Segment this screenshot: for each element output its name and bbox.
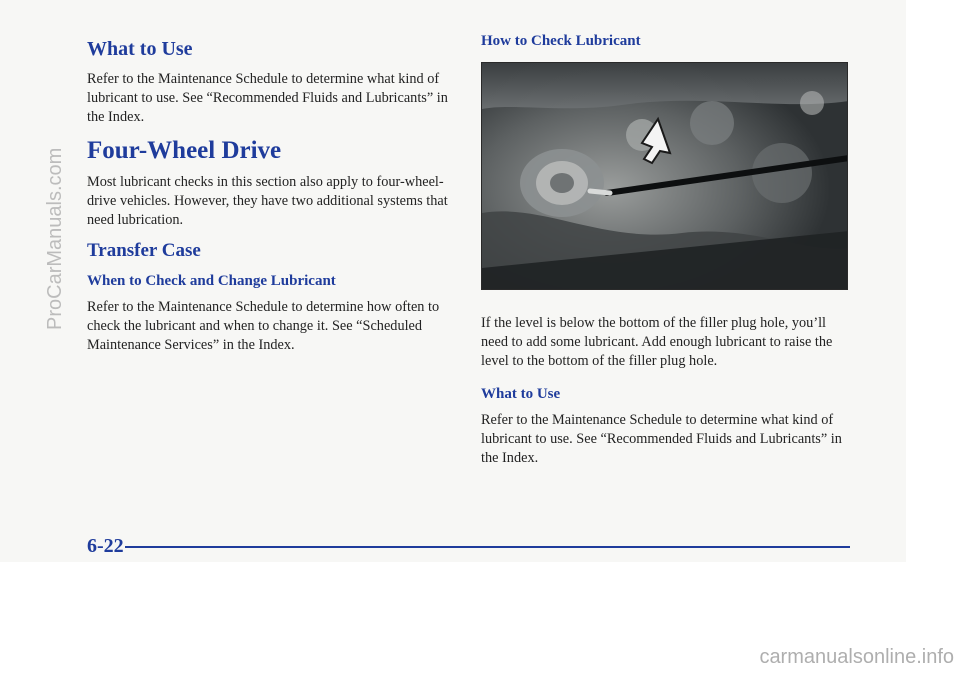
transfer-case-heading: Transfer Case [87, 240, 201, 261]
four-wheel-drive-heading: Four-Wheel Drive [87, 137, 282, 164]
how-to-check-heading: How to Check Lubricant [481, 33, 641, 49]
transfer-case-photo-illustration [482, 63, 848, 290]
footer-rule [125, 546, 850, 548]
when-to-check-text: Refer to the Maintenance Schedule to determine how often to check the lubricant and when to change it. See “Scheduled Maintenance Services” in the Index. [87, 299, 440, 353]
page-number: 6-22 [87, 535, 124, 557]
what-to-use-heading-right: What to Use [481, 386, 561, 402]
transfer-case-photo [481, 62, 848, 290]
what-to-use-text-right: Refer to the Maintenance Schedule to determine what kind of lubricant to use. See “Recommended Fluids and Lubricants” in the Index. [481, 412, 842, 466]
what-to-use-heading: What to Use [87, 38, 193, 60]
when-to-check-heading: When to Check and Change Lubricant [87, 273, 336, 289]
left-column [87, 30, 452, 355]
side-watermark-text: ProCarManuals.com [44, 147, 66, 330]
four-wheel-drive-text: Most lubricant checks in this section also apply to four-wheel-drive vehicles. However, they have two additional systems that need lubrication. [87, 174, 448, 228]
what-to-use-text: Refer to the Maintenance Schedule to determine what kind of lubricant to use. See “Recommended Fluids and Lubricants” in the Index. [87, 71, 448, 125]
right-column [481, 30, 851, 468]
level-text: If the level is below the bottom of the filler plug hole, you’ll need to add some lubricant. Add enough lubricant to raise the level to the bottom of the filler plug hole. [481, 315, 833, 369]
bottom-watermark: carmanualsonline.info [759, 646, 954, 668]
